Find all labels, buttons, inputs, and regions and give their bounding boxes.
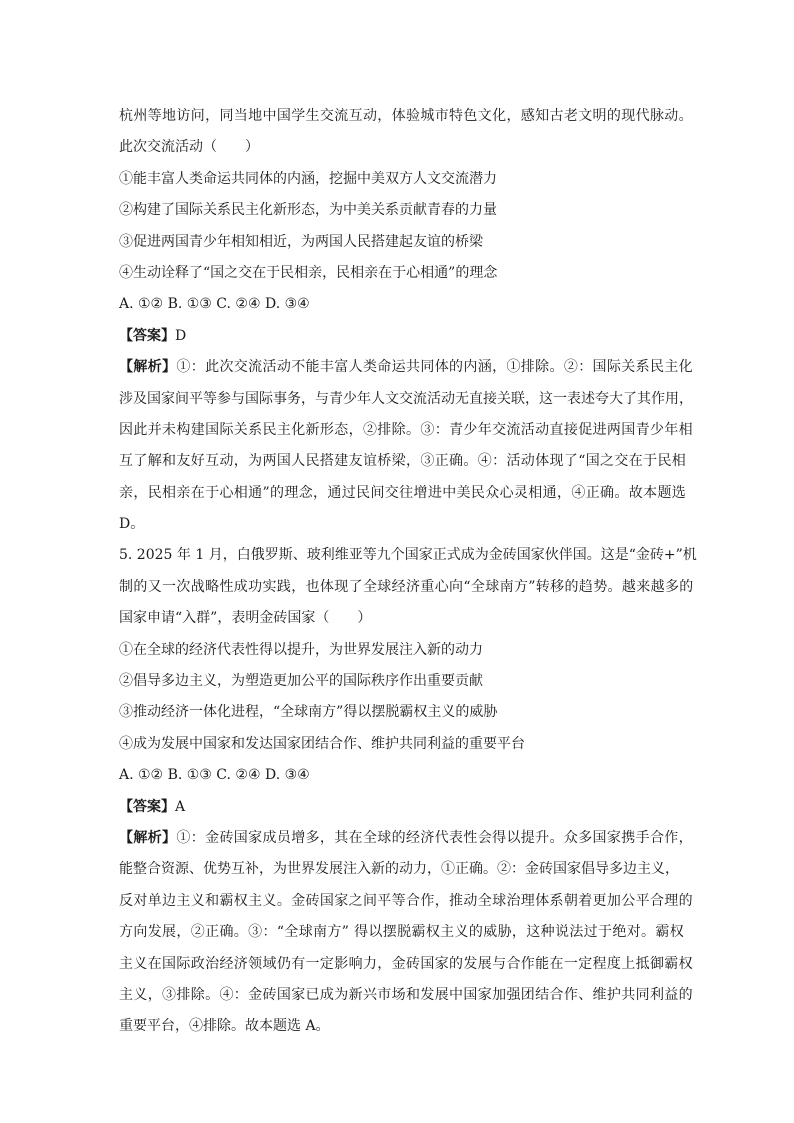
q5-option-1: ①在全球的经济代表性得以提升，为世界发展注入新的动力 (119, 641, 483, 658)
q5-answer (119, 792, 681, 823)
page-content (119, 101, 697, 1043)
q4-option-1: ①能丰富人类命运共同体的内涵，挖掘中美双方人文交流潜力 (119, 170, 497, 187)
q5-choices: A. ①② B. ①③ C. ②④ D. ③④ (119, 767, 310, 784)
q5-stem-line: 国家申请“入群”，表明金砖国家（ ） (119, 610, 372, 627)
q5-option-2: ②倡导多边主义，为塑造更加公平的国际秩序作出重要贡献 (119, 673, 483, 690)
analysis-label: 【解析】 (119, 829, 177, 846)
q5-analysis-line: 主义，③排除。④：金砖国家已成为新兴市场和发展中国家加强团结合作、维护共同利益的 (119, 986, 693, 1003)
q5-analysis-line: 方向发展，②正确。③：“全球南方” 得以摆脱霸权主义的威胁，这种说法过于绝对。霸权 (119, 924, 685, 941)
q5-option-4: ④成为发展中国家和发达国家团结合作、维护共同利益的重要平台 (119, 735, 525, 752)
analysis-text: ①：金砖国家成员增多，其在全球的经济代表性会得以提升。众多国家携手合作， (176, 829, 694, 846)
answer-label: 【答案】 (119, 798, 175, 815)
analysis-text: ①：此次交流活动不能丰富人类命运共同体的内涵，①排除。②：国际关系民主化 (176, 359, 694, 376)
q5-analysis-line: 能整合资源、优势互补，为世界发展注入新的动力，①正确。②：金砖国家倡导多边主义， (119, 861, 679, 878)
q4-option-4: ④生动诠释了“国之交在于民相亲，民相亲在于心相通”的理念 (119, 264, 498, 281)
q5-analysis-line: 反对单边主义和霸权主义。金砖国家之间平等合作，推动全球治理体系朝着更加公平合理的 (119, 892, 693, 909)
q4-option-3: ③促进两国青少年相知相近，为两国人民搭建起友谊的桥梁 (119, 233, 483, 250)
q5-analysis-line: 主义在国际政治经济领域仍有一定影响力，金砖国家的发展与合作能在一定程度上抵御霸权 (119, 955, 693, 972)
q4-analysis-line: 涉及国家间平等参与国际事务，与青少年人文交流活动无直接关联，这一表述夸大了其作用， (119, 390, 693, 407)
q4-stem-line: 杭州等地访问，同当地中国学生交流互动，体验城市特色文化，感知古老文明的现代脉动。 (119, 108, 693, 124)
q4-analysis-line: 互了解和友好互动，为两国人民搭建友谊桥梁，③正确。④：活动体现了“国之交在于民相 (119, 453, 687, 470)
q4-analysis-line: 亲，民相亲在于心相通”的理念，通过民间交往增进中美民众心灵相通，④正确。故本题选 (119, 484, 687, 501)
answer-label: 【答案】 (119, 327, 175, 344)
answer-value: A (175, 798, 186, 815)
q5-analysis-line (119, 823, 694, 854)
analysis-label: 【解析】 (119, 359, 177, 376)
q4-answer (119, 321, 681, 352)
q4-choices: A. ①② B. ①③ C. ②④ D. ③④ (119, 296, 310, 313)
q4-analysis-line (119, 352, 694, 383)
q4-analysis-line: 因此并未构建国际关系民主化新形态，②排除。③：青少年交流活动直接促进两国青少年相 (119, 421, 693, 438)
q5-analysis-line: 重要平台，④排除。故本题选 A。 (119, 1018, 330, 1035)
q4-analysis-line: D。 (119, 516, 145, 533)
answer-value: D (175, 327, 187, 344)
q4-option-2: ②构建了国际关系民主化新形态，为中美关系贡献青春的力量 (119, 202, 497, 219)
q4-stem-line: 此次交流活动（ ） (119, 139, 259, 156)
q5-option-3: ③推动经济一体化进程，“全球南方”得以摆脱霸权主义的威胁 (119, 704, 498, 721)
q5-stem-line: 制的又一次战略性成功实践，也体现了全球经济重心向“全球南方”转移的趋势。越来越多的 (119, 578, 694, 595)
q5-stem-line: 5. 2025 年 1 月，白俄罗斯、玻利维亚等九个国家正式成为金砖国家伙伴国。这是“金砖+”机 (119, 547, 697, 564)
